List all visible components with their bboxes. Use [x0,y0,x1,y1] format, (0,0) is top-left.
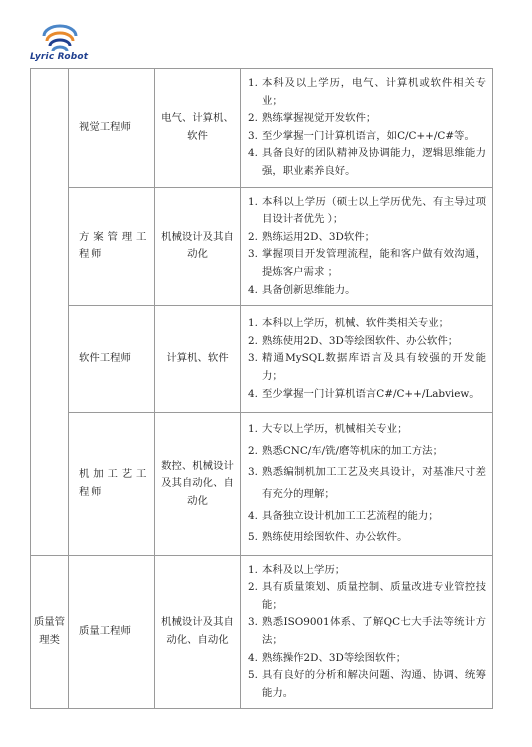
requirement-text: 熟悉编制机加工工艺及夹具设计，对基准尺寸差有充分的理解； [262,466,486,500]
lyric-robot-logo-icon [40,24,80,52]
requirements-list [248,419,486,549]
requirement-item [248,229,486,247]
job-title-cell: 质量工程师 [69,555,155,709]
requirement-text: 具备创新思维能力。 [262,283,356,296]
requirements-list [248,315,486,403]
job-title-cell: 视觉工程师 [69,69,155,188]
requirement-number: 4. [248,147,258,160]
requirement-text: 熟练使用绘图软件、办公软件。 [262,531,408,544]
requirement-text: 掌握项目开发管理流程，能和客户做有效沟通，提炼客户需求 ； [262,248,486,278]
requirement-text: 本科及以上学历； [262,563,346,576]
requirement-text: 具备独立设计机加工工艺流程的能力； [262,509,439,522]
requirement-number: 1. [248,77,258,89]
requirement-item [248,527,486,549]
requirement-number: 1. [248,317,258,330]
requirements-cell [241,187,493,306]
requirement-number: 4. [248,283,258,296]
requirement-text: 至少掌握一门计算机语言，如C/C++/C#等。 [262,129,475,142]
major-cell: 电气、计算机、软件 [155,69,241,188]
requirements-list [248,562,486,703]
requirement-item [248,128,486,146]
requirement-item [248,333,486,351]
requirement-text: 具有质量策划、质量控制、质量改进专业管控技能； [262,581,486,611]
category-cell [31,69,69,556]
requirement-number: 4. [248,509,258,522]
requirement-text: 精通MySQL数据库语言及具有较强的开发能力； [262,352,486,382]
requirement-text: 大专以上学历，机械相关专业； [262,423,408,436]
requirement-item [248,315,486,333]
requirement-text: 本科以上学历，机械、软件类相关专业； [262,317,450,330]
job-title-cell: 方案管理工程师 [69,187,155,306]
table-row [31,306,493,413]
requirement-number: 5. [248,531,258,544]
requirement-text: 熟练操作2D、3D等绘图软件； [262,651,407,664]
table-row [31,69,493,188]
requirement-number: 2. [248,230,258,243]
company-logo [30,24,90,64]
logo-text: Lyric Robot [30,52,89,62]
requirement-number: 3. [248,352,258,365]
job-requirements-table [30,68,493,709]
job-title-cell: 软件工程师 [69,306,155,413]
requirement-number: 4. [248,387,258,400]
major-cell: 计算机、软件 [155,306,241,413]
major-cell: 机械设计及其自动化、自动化 [155,555,241,709]
requirement-number: 4. [248,651,258,664]
table-row [31,555,493,709]
requirement-item [248,579,486,614]
requirement-item [248,350,486,385]
requirement-item [248,386,486,404]
requirements-cell [241,69,493,188]
requirement-item [248,419,486,441]
major-cell: 机械设计及其自动化 [155,187,241,306]
requirement-text: 至少掌握一门计算机语言C#/C++/Labview。 [262,387,480,400]
requirement-number: 1. [248,195,258,208]
requirement-number: 5. [248,669,258,682]
requirement-text: 熟悉ISO9001体系、了解QC七大手法等统计方法； [262,616,486,647]
requirement-text: 具有良好的分析和解决问题、沟通、协调、统筹能力。 [262,669,486,699]
requirement-text: 熟练使用2D、3D等绘图软件、办公软件； [262,334,459,347]
requirement-number: 2. [248,334,258,347]
requirement-number: 3. [248,466,258,479]
requirements-cell [241,555,493,709]
requirement-item [248,614,486,649]
requirement-item [248,194,486,229]
requirement-text: 本科及以上学历，电气、计算机或软件相关专业； [262,77,486,107]
requirement-item [248,110,486,128]
requirement-text: 具备良好的团队精神及协调能力，逻辑思维能力强，职业素养良好。 [262,147,486,177]
category-cell: 质量管理类 [31,555,69,709]
requirement-number: 3. [248,248,258,261]
requirement-item [248,441,486,463]
requirement-item [248,282,486,300]
job-title-cell: 机加工艺工程师 [69,413,155,556]
requirement-item [248,506,486,528]
requirement-item [248,145,486,180]
requirement-number: 1. [248,563,258,576]
requirement-text: 熟练运用2D、3D软件； [262,230,376,243]
requirement-text: 熟练掌握视觉开发软件； [262,112,377,125]
requirement-number: 3. [248,616,258,629]
requirement-number: 2. [248,112,258,125]
requirements-cell [241,413,493,556]
requirement-item [248,246,486,281]
requirements-list [248,75,486,181]
requirement-item [248,562,486,580]
table-row [31,413,493,556]
requirement-number: 2. [248,444,258,457]
requirement-item [248,667,486,702]
requirement-number: 1. [248,423,258,436]
requirements-list [248,194,486,300]
requirement-item [248,462,486,505]
requirement-number: 2. [248,581,258,594]
requirement-text: 本科以上学历（硕士以上学历优先、有主导过项目设计者优先 ）； [262,195,486,226]
table-row [31,187,493,306]
requirement-item [248,75,486,110]
requirement-item [248,650,486,668]
requirement-number: 3. [248,129,258,142]
requirements-cell [241,306,493,413]
major-cell: 数控、机械设计及其自动化、自动化 [155,413,241,556]
requirement-text: 熟悉CNC/车/铣/磨等机床的加工方法； [262,444,443,457]
